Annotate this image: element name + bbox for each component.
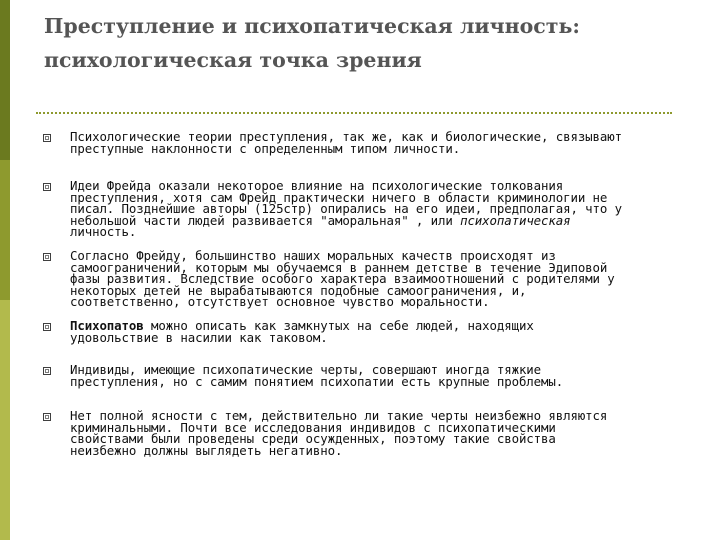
bullet-line: писал. Позднейшие авторы (125стр) опирались на его идеи, предполагая, что у	[70, 201, 622, 217]
bullet-item	[70, 131, 680, 154]
bullet-item	[70, 410, 680, 456]
bullet-item	[70, 180, 680, 238]
bullet-line: Идеи Фрейда оказали некоторое влияние на психологические толкования	[70, 178, 564, 193]
bullet-text	[70, 410, 680, 456]
bullet-line: неизбежно должны выглядеть негативно.	[70, 442, 343, 458]
bullet-line: небольшой части людей развивается "аморальная" , или	[70, 212, 461, 228]
bullet-line: свойствами были проведены среди осужденных, поэтому такие свойства	[70, 431, 556, 447]
bullet-line: соответственно, отсутствует основное чувство моральности.	[70, 294, 490, 310]
bullet-text	[70, 320, 680, 343]
bullet-line: Нет полной ясности с тем, действительно ли такие черты неизбежно являются	[70, 408, 608, 423]
slide-title-line-2: психологическая точка зрения	[44, 48, 422, 72]
bullet-text	[70, 250, 680, 308]
square-bullet-icon	[43, 253, 51, 261]
bullet-line: преступления, хотя сам Фрейд практически ничего в области криминологии не	[70, 189, 608, 205]
bullet-item	[70, 364, 680, 387]
bullet-line: преступления, но с самим понятием психопатии есть крупные проблемы.	[70, 373, 564, 389]
square-bullet-icon	[43, 183, 51, 191]
bullet-text	[70, 131, 680, 154]
bullet-italic-term: психопатическая	[460, 212, 571, 228]
bullet-item	[70, 250, 680, 308]
bullet-line: Психологические теории преступления, так же, как и биологические, связывают	[70, 129, 622, 144]
bullet-line: Индивиды, имеющие психопатические черты, совершают иногда тяжкие	[70, 362, 542, 377]
bullet-text	[70, 180, 680, 238]
square-bullet-icon	[43, 413, 51, 421]
bullet-line: преступные наклонности с определенным типом личности.	[70, 140, 461, 156]
slide-title-line-1: Преступление и психопатическая личность:	[44, 14, 580, 38]
bullet-item	[70, 320, 680, 343]
square-bullet-icon	[43, 134, 51, 142]
bullet-line: Согласно Фрейду, большинство наших моральных качеств происходят из	[70, 248, 556, 263]
square-bullet-icon	[43, 323, 51, 331]
bullet-line: личность.	[70, 224, 137, 240]
bullet-line: можно описать как замкнутых на себе людей, находящих	[143, 318, 534, 333]
square-bullet-icon	[43, 367, 51, 375]
bullet-line: самоограничений, которым мы обучаемся в раннем детстве в течение Эдиповой	[70, 259, 608, 275]
bullet-line: фазы развития. Вследствие особого характера взаимоотношений с родителями у	[70, 271, 615, 287]
bullet-line: криминальными. Почти все исследования индивидов с психопатическими	[70, 419, 556, 435]
bullet-line: некоторых детей не вырабатываются подобные самоограничения, и,	[70, 282, 527, 298]
bullet-bold-term: Психопатов	[70, 318, 144, 333]
bullet-line: удовольствие в насилии как таковом.	[70, 329, 328, 345]
bullet-text	[70, 364, 680, 387]
